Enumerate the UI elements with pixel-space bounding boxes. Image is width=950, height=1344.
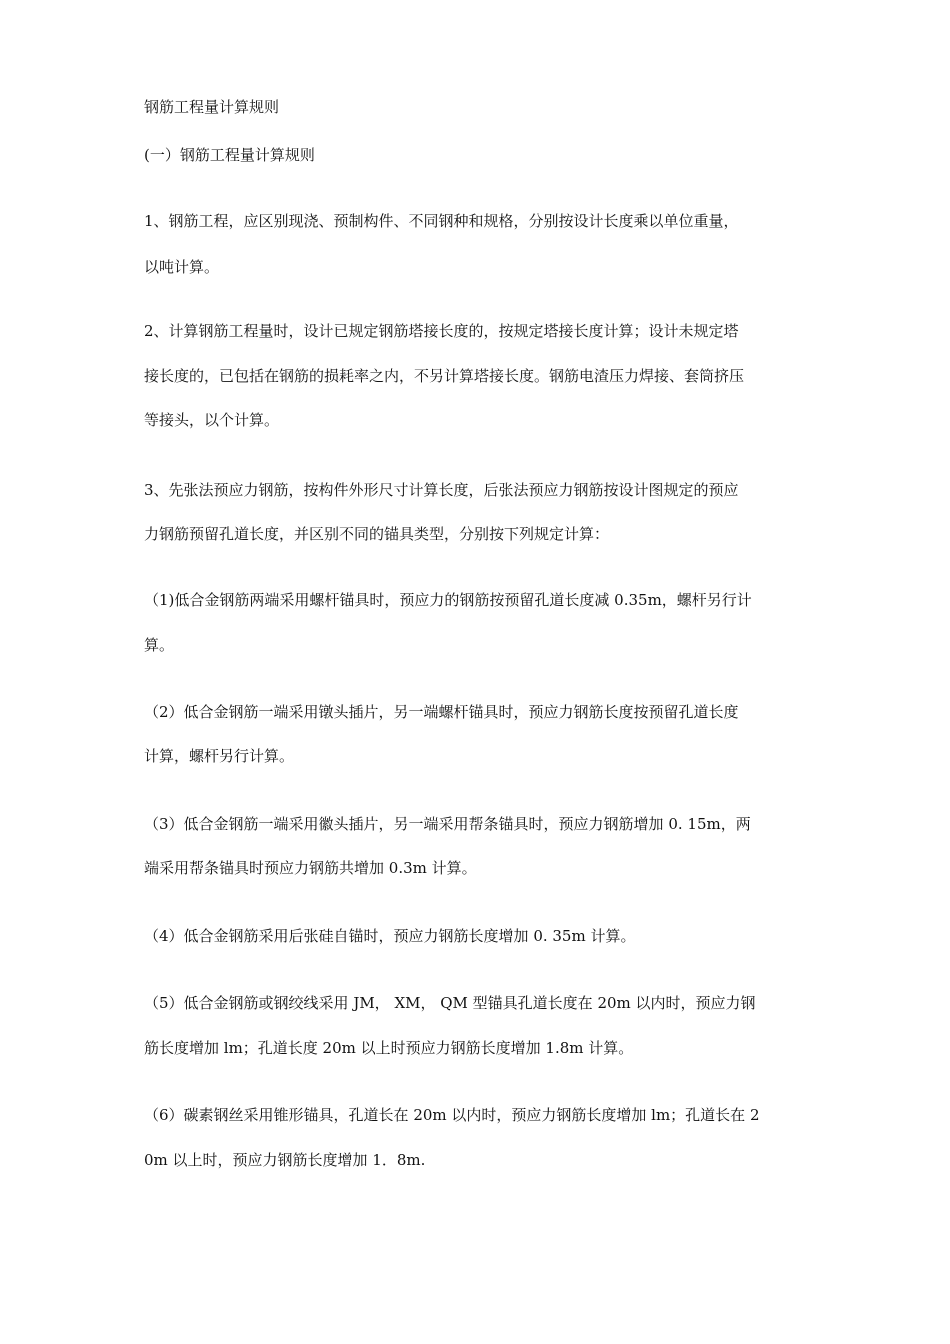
document-title: 钢筋工程量计算规则: [144, 98, 280, 116]
text-line: 3、先张法预应力钢筋，按构件外形尺寸计算长度，后张法预应力钢筋按设计图规定的预应: [144, 481, 739, 499]
text-line: 算。: [144, 636, 175, 654]
text-line: 计算，螺杆另行计算。: [144, 747, 295, 765]
text-line: （3）低合金钢筋一端采用徽头插片，另一端采用帮条锚具时，预应力钢筋增加 0. 15m，两: [144, 815, 751, 833]
text-line: 接长度的，已包括在钢筋的损耗率之内，不另计算塔接长度。钢筋电渣压力焊接、套筒挤压: [144, 367, 745, 385]
text-line: 1、钢筋工程，应区别现浇、预制构件、不同钢种和规格，分别按设计长度乘以单位重量，: [144, 212, 739, 230]
text-line: 筋长度增加 lm；孔道长度 20m 以上时预应力钢筋长度增加 1.8m 计算。: [144, 1039, 634, 1057]
text-line: 端采用帮条锚具时预应力钢筋共增加 0.3m 计算。: [144, 859, 477, 877]
text-line: 2、计算钢筋工程量时，设计已规定钢筋塔接长度的，按规定塔接长度计算；设计未规定塔: [144, 322, 739, 340]
text-line: 等接头，以个计算。: [144, 411, 280, 429]
text-line: 力钢筋预留孔道长度，并区别不同的锚具类型，分别按下列规定计算：: [144, 525, 610, 543]
text-line: （1)低合金钢筋两端采用螺杆锚具时，预应力的钢筋按预留孔道长度减 0.35m，螺杆另行计: [144, 591, 752, 609]
section-heading: (一）钢筋工程量计算规则: [144, 146, 315, 164]
text-line: 0m 以上时，预应力钢筋长度增加 1．8m.: [144, 1151, 426, 1169]
text-line: 以吨计算。: [144, 258, 220, 276]
text-line: （4）低合金钢筋采用后张硅自锚时，预应力钢筋长度增加 0. 35m 计算。: [144, 927, 636, 945]
text-line: （2）低合金钢筋一端采用镦头插片，另一端螺杆锚具时，预应力钢筋长度按预留孔道长度: [144, 703, 739, 721]
text-line: （6）碳素钢丝采用锥形锚具，孔道长在 20m 以内时，预应力钢筋长度增加 lm；孔道长在 2: [144, 1106, 760, 1124]
text-line: （5）低合金钢筋或钢绞线采用 JM， XM， QM 型锚具孔道长度在 20m 以内时，预应力钢: [144, 994, 756, 1012]
